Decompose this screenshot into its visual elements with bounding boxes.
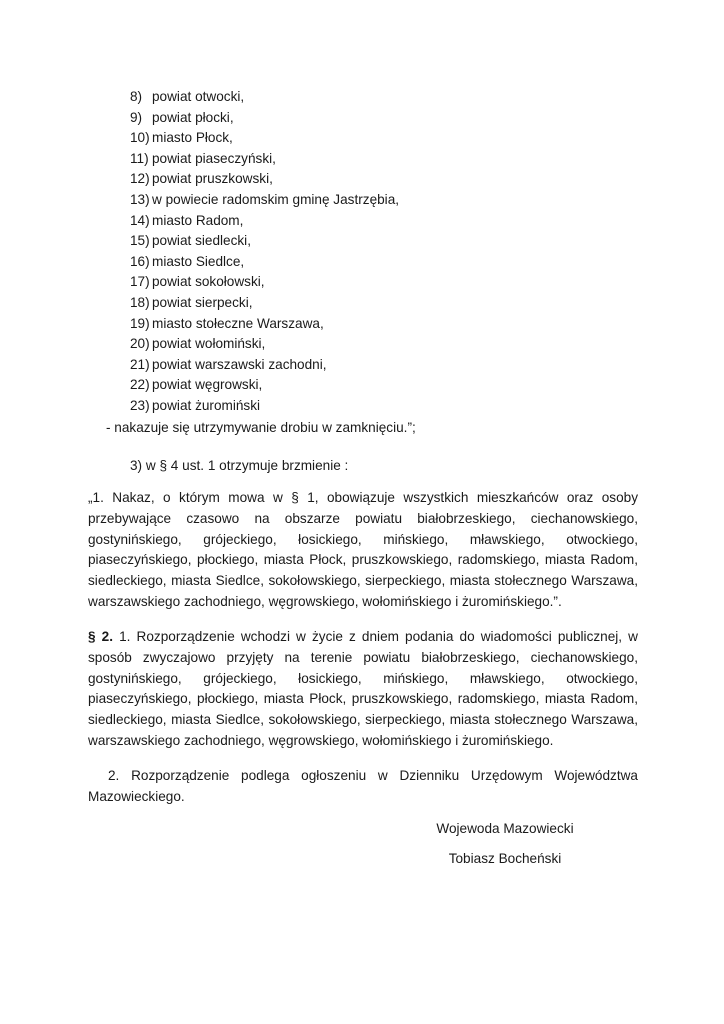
amendment-point-3: 3) w § 4 ust. 1 otrzymuje brzmienie : <box>130 458 349 473</box>
list-item: 18) powiat sierpecki, <box>130 294 253 310</box>
list-item: 8) powiat otwocki, <box>130 89 245 104</box>
signature-title: Wojewoda Mazowiecki <box>436 821 574 836</box>
section-2-label: § 2. <box>88 629 113 644</box>
section-2-paragraph <box>88 627 638 752</box>
list-item: 14) miasto Radom, <box>130 212 244 228</box>
list-item: 22) powiat węgrowski, <box>130 377 263 393</box>
list-item: 23) powiat żuromiński <box>130 397 261 413</box>
list-closing-line: - nakazuje się utrzymywanie drobiu w zamknięciu.”; <box>106 420 416 435</box>
list-item: 21) powiat warszawski zachodni, <box>130 356 327 372</box>
list-item: 19) miasto stołeczne Warszawa, <box>130 315 324 331</box>
list-item: 10) miasto Płock, <box>130 130 233 146</box>
list-item: 11) powiat piaseczyński, <box>130 150 276 166</box>
list-item: 12) powiat pruszkowski, <box>130 171 273 187</box>
quoted-paragraph: „1. Nakaz, o którym mowa w § 1, obowiązuje wszystkich mieszkańców oraz osoby przebywające czasowo na obszarze powiatu białobrzeskiego, ciechanowskiego, gostynińskiego, grójeckiego, łosickiego, mińskiego, mławskiego, otwockiego, piaseczyńskiego, płockiego, miasta Płock, pruszkowskiego, radomskiego, miasta Radom, siedleckiego, miasta Siedlce, sokołowskiego, sierpeckiego, miasta stołecznego Warszawa, warszawskiego zachodniego, węgrowskiego, wołomińskiego i żuromińskiego.”. <box>88 490 638 609</box>
list-item: 13) w powiecie radomskim gminę Jastrzębia, <box>130 191 400 207</box>
section-2-text: 1. Rozporządzenie wchodzi w życie z dniem podania do wiadomości publicznej, w sposób zwyczajowo przyjęty na terenie powiatu białobrzeskiego, ciechanowskiego, gostynińskiego, grójeckiego, łosickiego, mińskiego, mławskiego, otwockiego, piaseczyńskiego, płockiego, miasta Płock, pruszkowskiego, radomskiego, miasta Radom, siedleckiego, miasta Siedlce, sokołowskiego, sierpeckiego, miasta stołecznego Warszawa, warszawskiego zachodniego, węgrowskiego, wołomińskiego i żuromińskiego. <box>88 629 638 748</box>
list-item: 15) powiat siedlecki, <box>130 233 251 249</box>
district-list <box>130 87 399 417</box>
list-item: 16) miasto Siedlce, <box>130 253 245 269</box>
list-item: 20) powiat wołomiński, <box>130 336 266 352</box>
list-item: 9) powiat płocki, <box>130 109 234 125</box>
publication-paragraph: 2. Rozporządzenie podlega ogłoszeniu w Dzienniku Urzędowym Województwa Mazowieckiego. <box>88 768 638 804</box>
list-item: 17) powiat sokołowski, <box>130 274 265 290</box>
signature-name: Tobiasz Bocheński <box>448 851 562 866</box>
